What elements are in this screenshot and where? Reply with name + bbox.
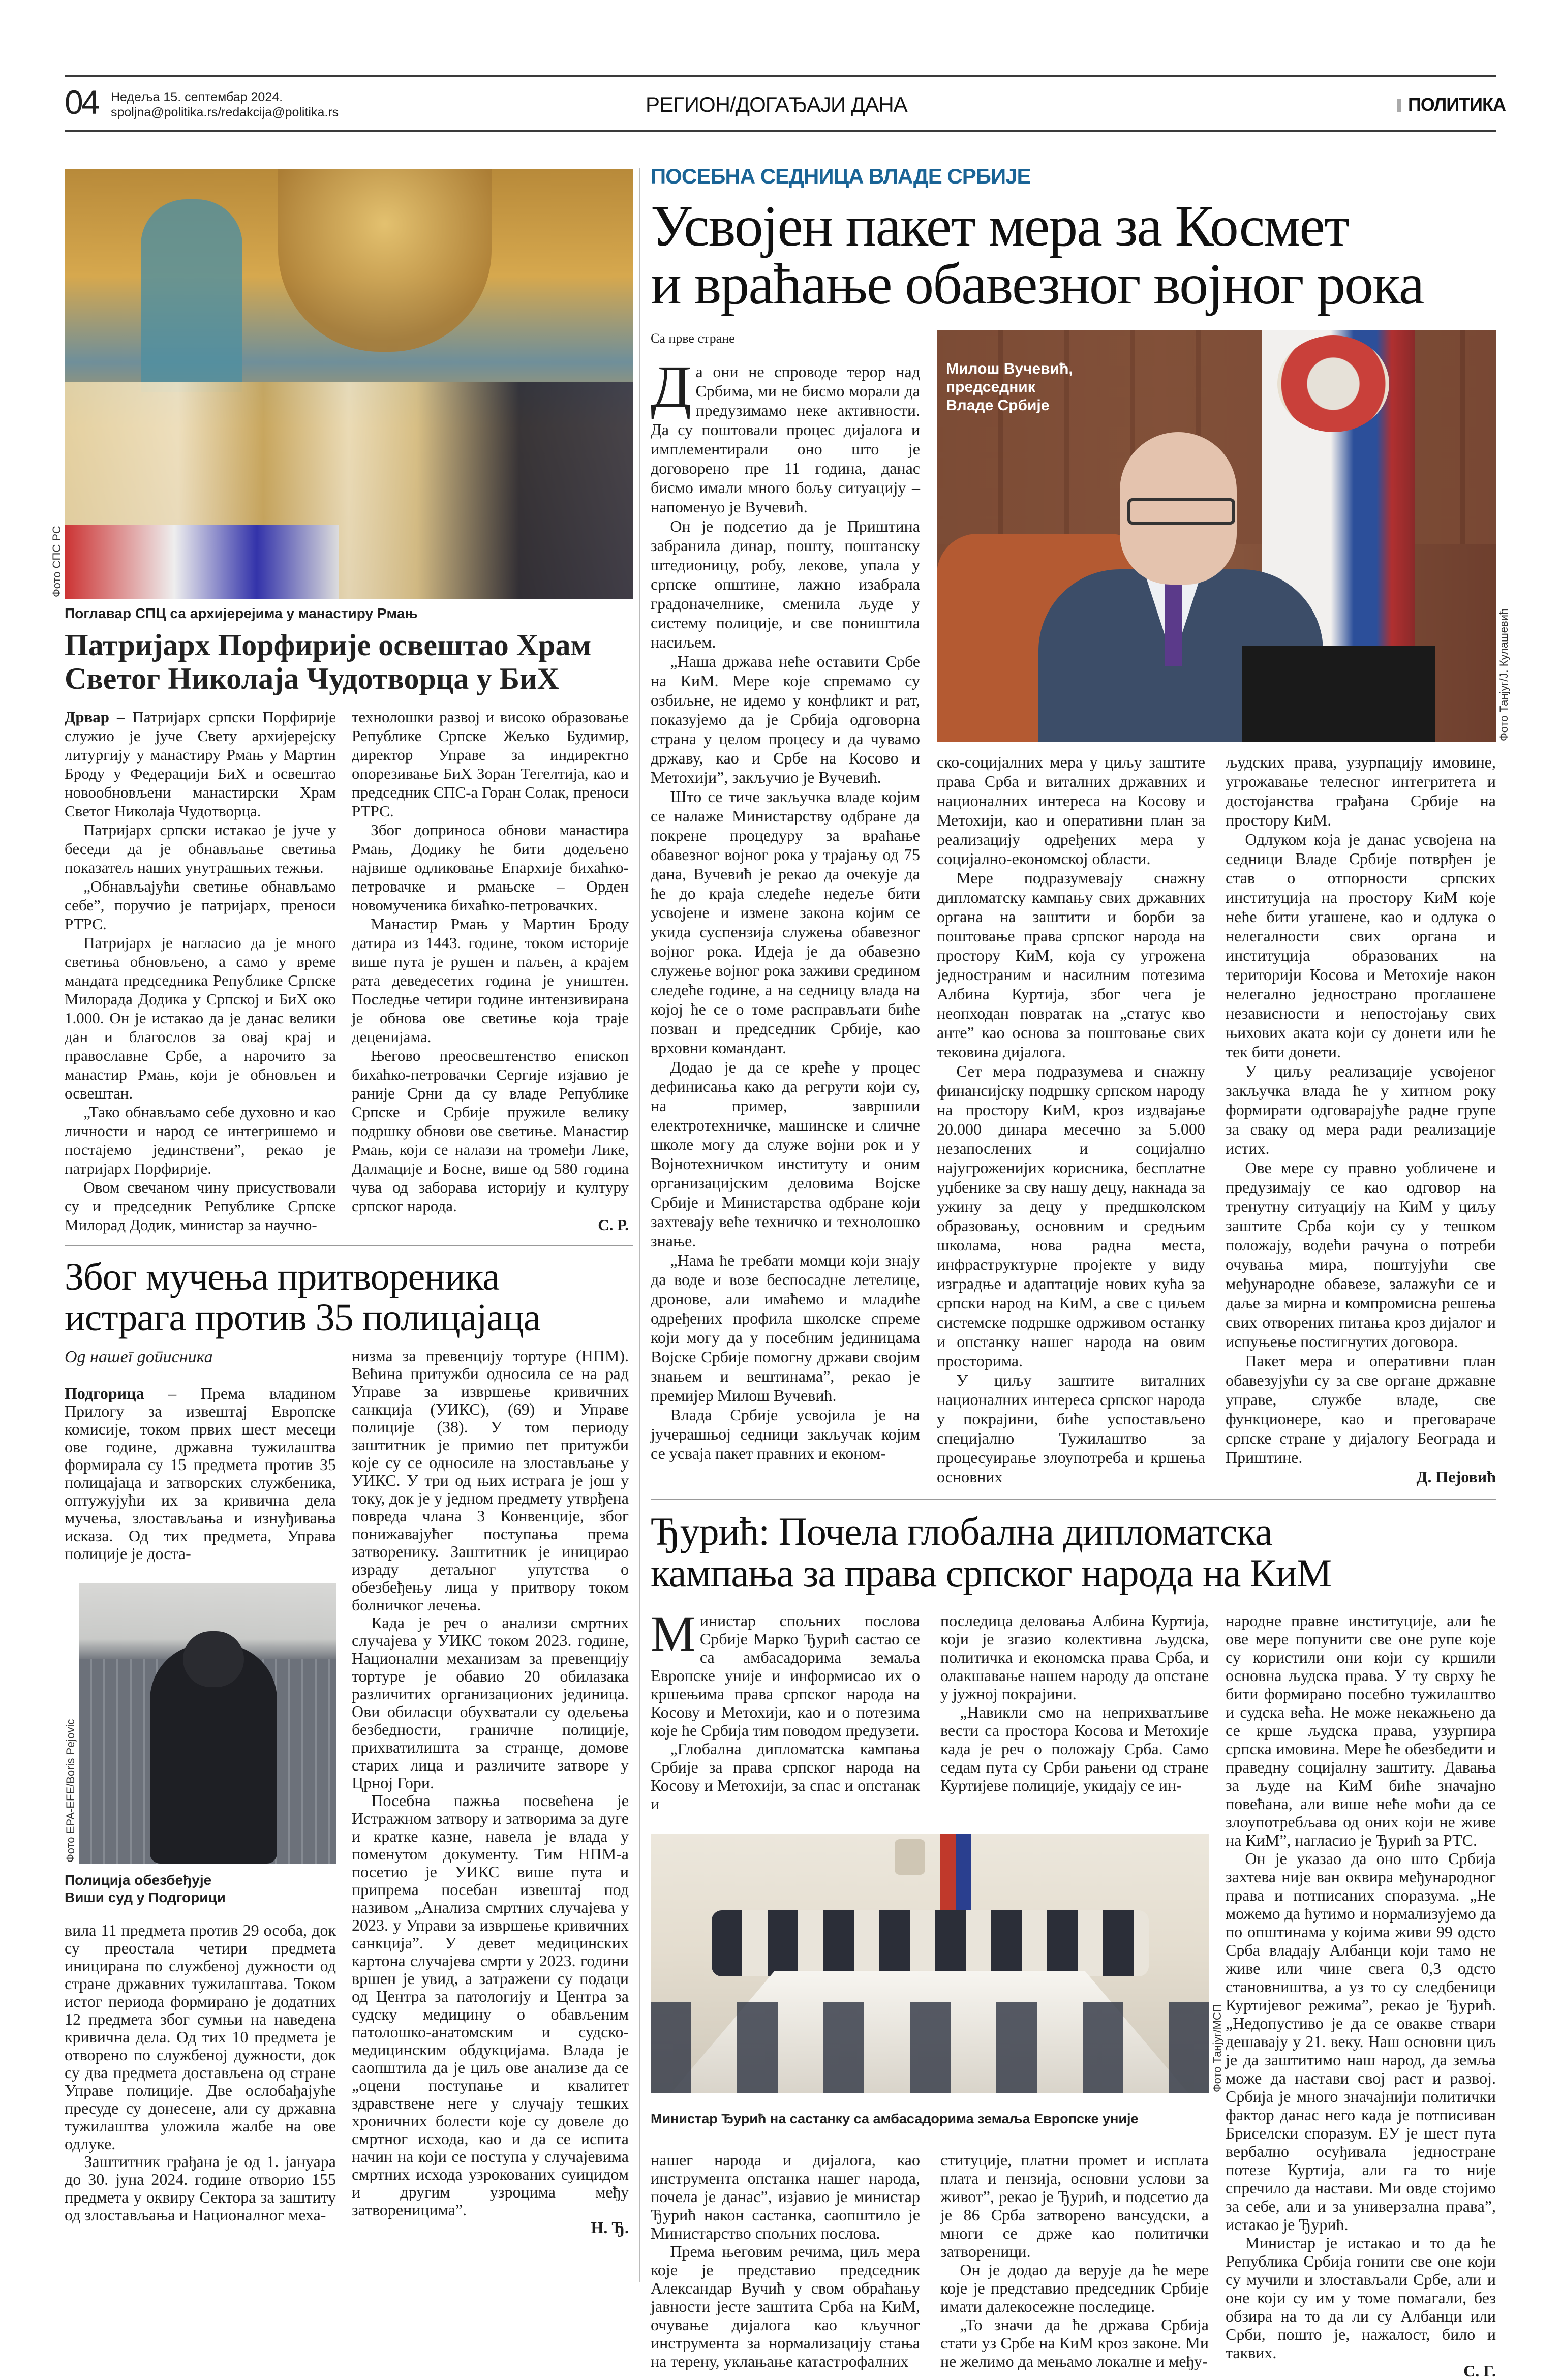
photo-image: [79, 1583, 336, 1864]
photo-image: [651, 1834, 1209, 2093]
paragraph: „Навикли смо на неприхватљиве вести са простора Косова и Метохије када је реч о положају Срба. Само седам пута су Срби рањени од стране Куртијеве полиције, укидају се ин-: [940, 1703, 1209, 1794]
paragraph: Он је додао да верује да ће мере које је представио председник Србије имати далекосежне последице.: [940, 2261, 1209, 2315]
paragraph: ституције, платни промет и исплата плата и пензија, основни услови за живот”, рекао је Ђурић, и подсетио да је 86 Срба затворено вансудски, а многи се држе као политички затвореници.: [940, 2151, 1209, 2261]
continued-from-front: Са прве стране: [651, 330, 920, 347]
paragraph: Мере подразумевају снажну дипломатску кампању свих државних органа на заштити и борби за поштовање права српског народа на простору КиМ, која су угрожена једностраним и насилним потезима Албина Куртија, због чега је неопходан повратак на „статус кво анте” као основа за поштовање свих тековина дијалога.: [937, 868, 1205, 1061]
header-bottom-rule: [65, 130, 1496, 132]
drop-cap: Д: [651, 365, 692, 409]
photo-caption: [65, 1872, 336, 1906]
fresco-blue: [141, 199, 242, 392]
article-column: [651, 1611, 920, 1823]
page-number: 04: [65, 85, 98, 119]
article-column: [1226, 752, 1496, 1486]
paragraph: Што се тиче закључка владе којим се налаже Министарству одбране да покрене процедуру за враћање обавезног војног рока у трајању од 75 дана, Вучевић је рекао да очекује да ће до краја следеће недеље бити усвојене и измене закона којим се укида суспензија служења обавезног војног рока. Идеја је да обавезно служење војног рока заживи средином следеће године, а на седницу влада на којој ће се о томе расправљати биће позван и председник Србије, као врховни командант.: [651, 787, 920, 1057]
paragraph: ско-социјалних мера у циљу заштите права Срба и виталних државних и националних интереса на Косову и Метохији, као и оперативни план за реализацију одређених мера у социјално-економској области.: [937, 752, 1205, 868]
paragraph: „Наша држава неће оставити Србе на КиМ. Мере које спремамо су озбиљне, не идемо у конфликт и рат, показујемо да је Србија одговорна страна у целом процесу и да чувамо државу, као и Србе на Косово и Метохији”, закључио је Вучевић.: [651, 652, 920, 787]
paragraph: Министар је истакао и то да ће Република Србија гонити све оне који су мучили и злостављали Србе, али и оне који су им у томе помагали, без обзира на то да ли су Албанци или Срби, пошто је, нажалост, било и таквих.: [1226, 2234, 1496, 2362]
paragraph: Према његовим речима, циљ мера које је представио председник Александар Вучић у свом обраћању јавности јесте заштита Срба на КиМ, очување дијалога као кључног инструмента за нормализацију стања на терену, уклањање катастрофалних: [651, 2242, 920, 2370]
photo-milos-vucevic: [937, 330, 1496, 742]
headline-line: Усвојен пакет мера за Космет: [651, 197, 1496, 255]
author-signature: С. Р.: [352, 1215, 629, 1234]
article-column: [940, 1611, 1209, 1823]
dateline: Дрвар: [65, 708, 109, 726]
headline-line: Патријарх Порфирије освештао Храм: [65, 628, 633, 662]
dateline: Подгорица: [65, 1384, 144, 1402]
paragraph: Пакет мера и оперативни план обавезујући су за све органе државне управе, службе владе, све функционере, као и преговараче српске стране у дијалогу Београда и Приштине.: [1226, 1351, 1496, 1467]
paragraph: У циљу заштите виталних националних интереса српског народа у покрајини, биће успостављено специјално Тужилаштво за процесуирање злоупотреба и кршења основних: [937, 1370, 1205, 1486]
paragraph: нашег народа и дијалога, као инструмента опстанка нашег народа, почела је данас”, изјавио је министар Ђурић након састанка, саопштило је Министарство спољних послова.: [651, 2151, 920, 2242]
caption-line: председник: [946, 378, 1073, 396]
logo-bar-icon: [1397, 99, 1401, 112]
article-headline[interactable]: [65, 628, 633, 695]
paragraph: људских права, узурпацију имовине, угрожавање телесног интегритета и достојанства грађана Србије на простору КиМ.: [1226, 752, 1496, 830]
laptop: [1242, 646, 1435, 742]
article-column: [937, 752, 1205, 1486]
article-headline[interactable]: [65, 1257, 633, 1338]
paragraph: вила 11 предмета против 29 особа, док су преостала четири предмета иницирана по службеној дужности од стране државних тужилаштава. Током истог периода формирано је додатних 12 предмета због сумњи на наведена кривична дела. Од тих 10 предмета је отворено по службеној дужности, док су два предмета достављена од стране Управе полиције. Две ослобађајуће пресуде су донесене, али су државна тужилаштва уложила жалбе на ове одлуке.: [65, 1921, 336, 2153]
article-body: [651, 1611, 1496, 2380]
issue-date: Недеља 15. септембар 2024.: [111, 89, 339, 105]
paragraph: Овом свечаном чину присуствовали су и председник Републике Српске Милорад Додик, министар за научно-: [65, 1178, 336, 1234]
paragraph: Његово преосвештенство епископ бихаћко-петровачки Сергије изјавио је раније Срни да су владе Републике Српске и Србије пружиле велику подршку обнови ове светиње. Манастир Рмањ, који се налази на тромеђи Лике, Далмације и Босне, више од 580 година чува од заборава историју и културу српског народа.: [352, 1046, 629, 1215]
paragraph: „Нама ће требати момци који знају да воде и возе беспосадне летелице, дронове, али имаћемо и младиће одређених профила школске спреме који могу да у посебним јединицама Војске Србије помогну држави својим знањем и вештинама”, рекао је премијер Милош Вучевић.: [651, 1250, 920, 1405]
right-section: [651, 164, 1496, 2380]
paragraph: [65, 708, 336, 820]
section-title: РЕГИОН/ДОГАЂАЈИ ДАНА: [646, 94, 907, 116]
fresco-arch: [278, 169, 492, 352]
photo-caption: Поглавар СПЦ са архијерејима у манастиру Рмањ: [65, 605, 633, 622]
paragraph: Одлуком која је данас усвојена на седници Владе Србије потврђен је став о отпорности српских институција на простору КиМ које неће бити угашене, као и одлука о нелегалности свих органа и институција образованих на територији Косова и Метохије након нелегално једнострано проглашене независности и непостојању свих њихових аката који су донети или ће тек бити донети.: [1226, 830, 1496, 1061]
column-divider: [639, 168, 640, 2282]
article-separator: [65, 1245, 633, 1246]
contact-emails[interactable]: spoljna@politika.rs/redakcija@politika.rs: [111, 105, 339, 120]
paragraph: Заштитник грађана је од 1. јануара до 30. јуна 2024. године отворио 155 предмета у оквиру Сектора за заштиту од злостављања и Националног меха-: [65, 2153, 336, 2224]
paragraph: низма за превенцију тортуре (НПМ). Већина притужби односила се на рад Управе за извршење кривичних санкција (УИКС), (69) и Управе полиције (38). У том периоду заштитник је примио пет притужби које су се односиле на злостављање у УИКС. У три од њих истрага је још у току, док је у једном предмету утврђена повреда члана 3 Конвенције, због понижавајућег поступања према затворенику. Заштитник је иницирао израду детаљног упутства о обезбеђењу лица у притвору током болничког лечења.: [352, 1347, 629, 1614]
paragraph: технолошки развој и високо образовање Републике Српске Жељко Будимир, директор Управе за индиректно опорезивање БиХ Зоран Тегелтија, као и председник СПС-а Горан Солак, преноси РТРС.: [352, 708, 629, 820]
paragraph: Патријарх српски истакао је јуче у беседи да је обнављање светиња показатељ наших унутрашњих тежњи.: [65, 820, 336, 877]
caption-line: Милош Вучевић,: [946, 360, 1073, 378]
paragraph: Патријарх је нагласио да је много светиња обновљено, а само у време мандата председника Републике Српске Милорада Додика у Српској и БиХ око 1.000. Он је истакао да је данас велики дан и благослов за овај крај и православне Србе, а нарочито за манастир Рмањ, који је обновљен и освештан.: [65, 933, 336, 1103]
photo-credit: Фото Танјуг/Ј. Кулашевић: [1498, 608, 1510, 741]
header-top-rule: [65, 75, 1496, 77]
headline-line: кампања за права српског народа на КиМ: [651, 1552, 1496, 1594]
paragraph: „Обнављајући светиње обнављамо себе”, поручио је патријарх, преноси РТРС.: [65, 877, 336, 933]
glasses: [1127, 498, 1235, 525]
paragraph: [651, 362, 920, 516]
article-column: [65, 1921, 336, 2224]
paragraph-text: – Према владином Прилогу за извештај Европске комисије, током првих шест месеци ове године, државна тужилаштва формирала су 15 предмета против 35 полицајаца и затворских службеника, оптужујући их за кривична дела мучења, злостављања и изнуђивања исказа. Од тих предмета, Управа полиције је доста-: [65, 1384, 336, 1563]
main-headline[interactable]: [651, 197, 1496, 313]
photo-ministry-meeting: [651, 1834, 1209, 2093]
headline-line: и враћање обавезног војног рока: [651, 255, 1496, 313]
headline-line: Ђурић: Почела глобална дипломатска: [651, 1511, 1496, 1552]
photo-caption: Министар Ђурић на састанку са амбасадорима земаља Европске уније: [651, 2110, 1209, 2138]
foreground-people: [651, 2002, 1209, 2093]
article-body: [65, 1347, 633, 2237]
paragraph: „Глобална дипломатска кампања Србије за права српског народа на Косову и Метохији, за спас и опстанак и: [651, 1740, 920, 1813]
caption-line: Владе Србије: [946, 396, 1073, 415]
paragraph: Он је указао да оно што Србија захтева није ван оквира међународног права и потписаних споразума. „Не можемо да ћутимо и нормализујемо да по општинама у којима живи 99 одсто Срба владају Албанци који тамо не живе или чине свега 0,3 одсто становништва, а уз то су следбеници Куртијевог режима”, рекао је Ђурић. „Недопустиво је да се овакве ствари дешавају у 21. веку. Наш основни циљ је да заштитимо наш народ, да земља може да настави свој раст и развој. Србија је много значајнији политички фактор данас него када је потписиван Бриселски споразум. ЕУ је шест пута вербално осуђивала једностране потезе Куртија, али га то није спречило да настави. Ми овде стојимо за себе, али и за универзална права”, истакао је Ђурић.: [1226, 1849, 1496, 2234]
paragraph-text: а они не спроводе терор над Србима, ми не бисмо морали да предузимамо неке активности. Да су поштовали процес дијалога и имплементирали оно што је договорено пре 11 година, данас бисмо имали много бољу ситуацију – напоменуо је Вучевић.: [651, 362, 920, 516]
paragraph: У циљу реализације усвојеног закључка влада ће у хитном року формирати одговарајуће радне групе за сваку од мера ради реализације истих.: [1226, 1061, 1496, 1158]
caption-line: Виши суд у Подгорици: [65, 1889, 336, 1906]
officer-helmet: [183, 1631, 244, 1687]
paragraph: Сет мера подразумева и снажну финансијску подршку српском народу на простору КиМ, кроз издвајање 20.000 динара месечно за 5.000 незапослених и социјално најугроженијих корисника, бесплатне уџбенике за сву нашу децу, накнада за ужину за децу у предшколском образовању, основним и средњим школама, нова радна места, инфраструктурне пројекте у виду изградње и адаптације нових кућа за српски народ на КиМ, а све с циљем системске подршке одрживом останку и опстанку нашег народа на овим просторима.: [937, 1061, 1205, 1370]
paragraph: Ове мере су правно уобличене и предузимају се као одговор на тренутну ситуацију на КиМ у циљу заштите Срба који су у тешком положају, водећи рачуна о потреби очувања мира, поштујући све међународне обавезе, залажући се и даље за мирна и компромисна решења свих отворених питања кроз дијалог и испуњење постигнутих договора.: [1226, 1158, 1496, 1351]
paragraph: Због доприноса обнови манастира Рмањ, Додику ће бити додељено највише одликовање Епархије бихаћко-петровачке и рмањске – Орден новомученика бихаћко-петровачких.: [352, 820, 629, 914]
byline: Од нашег дописника: [65, 1347, 336, 1367]
photo-police-officer: [65, 1583, 336, 1864]
column-stack: [65, 1347, 336, 2237]
photo-credit: Фото EPA-EFE/Boris Pejovic: [65, 1719, 77, 1863]
author-signature: Д. Пејовић: [1226, 1467, 1496, 1486]
article-headline[interactable]: [651, 1511, 1496, 1594]
column-stack: [651, 330, 920, 1486]
attendees: [712, 1910, 1149, 1976]
article-column: [651, 2151, 920, 2380]
paragraph-text: инистар спољних послова Србије Марко Ђурић састао се са амбасадорима земаља Европске уније и информисао их о кршењима права српског народа на Косову и Метохији, као и о потезима које ће Србија тим поводом предузети.: [651, 1611, 920, 1740]
wall-emblem: [895, 1839, 925, 1875]
headline-line: истрага против 35 полицајаца: [65, 1297, 633, 1338]
photo-caption: [946, 360, 1073, 415]
photo-image: [937, 330, 1496, 742]
paragraph: [65, 1385, 336, 1563]
paragraph: народне правне институције, али ће ове мере попунити све оне рупе које су користили они који су кршили основна људска права. У ту сврху ће бити формирано посебно тужилаштво и судска већа. Не може некажњено да се крше људска права, узурпира српска имовина. Мере ће обезбедити и праведну социјалну заштиту. Давања за људе на КиМ биће значајно повећана, али више неће моћи да се злоупотребљава од оних који не живе на КиМ”, нагласио је Ђурић за РТС.: [1226, 1611, 1496, 1849]
article-body: [65, 708, 633, 1234]
left-section: [65, 169, 633, 2237]
author-signature: Н. Ђ.: [352, 2219, 629, 2237]
caption-line: Полиција обезбеђује: [65, 1872, 336, 1889]
article-separator: [651, 1499, 1496, 1500]
photo-patriarch-liturgy: [65, 169, 633, 599]
photo-credit: Фото СПС РС: [51, 526, 63, 597]
paragraph: последица деловања Албина Куртија, који је згазио колективна људска, политичка и економска права Срба, и олакшавање нашем народу да опстане у јужној покрајини.: [940, 1611, 1209, 1703]
author-signature: С. Г.: [1226, 2362, 1496, 2380]
paragraph: [651, 1611, 920, 1740]
paragraph-text: – Патријарх српски Порфирије служио је јуче Свету архијерејску литургију у манастиру Рмањ у Мартин Броду у Федерацији БиХ и освештао новообновљени манастирски Храм Светог Николаја Чудотворца.: [65, 708, 336, 820]
issue-info: [111, 89, 339, 120]
article-kicker: ПОСЕБНА СЕДНИЦА ВЛАДЕ СРБИЈЕ: [651, 164, 1496, 189]
table-cloth: [65, 525, 339, 599]
flag-emblem: [1277, 335, 1389, 432]
article-column: [352, 1347, 629, 2237]
paragraph: Када је реч о анализи смртних случајева у УИКС током 2023. године, Национални механизам за превенцију тортуре је обавио 20 обилазака различитих организационих јединица. Ови обиласци обухватали су одељења безбедности, граничне полиције, прихватилишта за странце, домове старих лица и различите затворе у Црној Гори.: [352, 1614, 629, 1792]
tie: [1165, 579, 1182, 666]
article-body: [651, 330, 1496, 1486]
article-column: [940, 2151, 1209, 2380]
headline-line: Због мучења притвореника: [65, 1257, 633, 1297]
photo-credit: Фото Танјуг/МСП: [1211, 2004, 1223, 2092]
drop-cap: М: [651, 1614, 696, 1653]
article-column: [65, 708, 336, 1234]
paragraph: Влада Србије усвојила је на јучерашњој седници закључак којим се усваја пакет правних и економ-: [651, 1405, 920, 1463]
article-column: [1226, 1611, 1496, 2380]
article-column: [352, 708, 629, 1234]
paragraph: „Тако обнављамо себе духовно и као личности и народ се интегришемо и постајемо јединствени”, рекао је патријарх Порфирије.: [65, 1103, 336, 1178]
paragraph: Додао је да се креће у процес дефинисања како да регрути који су, на пример, завршили електротехничке, машинске и сличне школе могу да служе војни рок и у Војнотехничком институту и оним организацијским деловима Војске Србије и Министарства одбране који захтевају веће техничко и технолошко знање.: [651, 1057, 920, 1250]
article-column: [651, 362, 920, 1463]
paragraph: Манастир Рмањ у Мартин Броду датира из 1443. године, током историје више пута је рушен и паљен, а крајем рата деведесетих година је уништен. Последње четири године интензивирана је обнова ове светиње која траје деценијама.: [352, 914, 629, 1046]
paragraph: Он је подсетио да је Приштина забранила динар, пошту, поштанску штедионицу, робу, лекове, упала у српске општине, лажно изабрала градоначелнике, сменила људе у систему полиције, и све поништила насиљем.: [651, 516, 920, 652]
paragraph: „То значи да ће држава Србија стати уз Србе на КиМ кроз законе. Ми не желимо да мењамо локалне и међу-: [940, 2315, 1209, 2370]
headline-line: Светог Николаја Чудотворца у БиХ: [65, 662, 633, 695]
article-column: [65, 1385, 336, 1563]
paragraph: Посебна пажња посвећена је Истражном затвору и затворима за дуге и кратке казне, навела је влада у поменутом документу. Тим НПМ-а посетио је УИКС више пута и припрема посебан извештај под називом „Анализа смртних случајева у 2023. у Управи за извршење кривичних санкција”. У девет медицинских картона случајева смрти у 2023. години вршен је увид, а затражени су подаци од Центра за патологију и Центра за судску медицину о обављеним патолошко-анатомским и судско-медицинским обдукцијама. Влада је саопштила да је циљ ове анализе да се „оцени поступање и квалитет здравствене неге у случају тешких хроничних болести које су довеле до смртног исхода, као и да се испита начин на који се поступа у случајевима смртних исхода узрокованих суицидом и другим узроцима међу затвореницима”.: [352, 1792, 629, 2219]
newspaper-logo: ПОЛИТИКА: [1408, 95, 1506, 115]
photo-image: [65, 169, 633, 599]
